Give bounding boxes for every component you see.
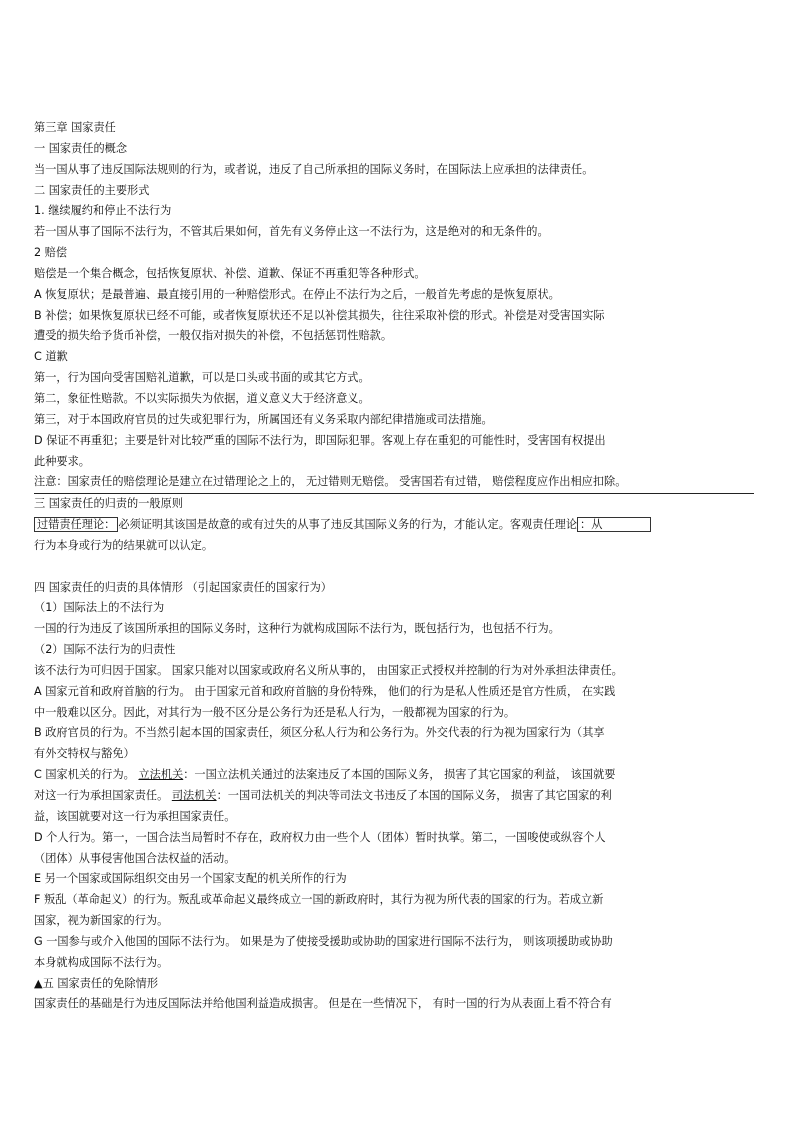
- paragraph: （团体）从事侵害他国合法权益的活动。: [34, 851, 236, 865]
- section-heading: 一 国家责任的概念: [34, 141, 128, 155]
- section-heading: ▲五 国家责任的免除情形: [34, 976, 159, 990]
- paragraph: B 补偿；如果恢复原状已经不可能，或者恢复原状还不足以补偿其损失，往往采取补偿的形式。补偿是对受害国实际: [34, 308, 605, 322]
- paragraph: 该不法行为可归因于国家。 国家只能对以国家或政府名义所从事的， 由国家正式授权并控制的行为对外承担法律责任。: [34, 663, 623, 677]
- paragraph: E 另一个国家或国际组织交由另一个国家支配的机关所作的行为: [34, 872, 347, 886]
- paragraph: B 政府官员的行为。不当然引起本国的国家责任，须区分私人行为和公务行为。外交代表的行为视为国家行为（其享: [34, 726, 605, 740]
- subheading: （1）国际法上的不法行为: [34, 601, 165, 615]
- section-heading: 二 国家责任的主要形式: [34, 183, 150, 197]
- paragraph: F 叛乱（革命起义）的行为。叛乱或革命起义最终成立一国的新政府时，其行为视为所代表的国家的行为。若成立新: [34, 893, 604, 907]
- text-run: ：一国立法机关通过的法案违反了本国的国际义务， 损害了其它国家的利益， 该国就要: [183, 768, 616, 782]
- paragraph: A 恢复原状；是最普遍、最直接引用的一种赔偿形式。在停止不法行为之后，一般首先考虑的是恢复原状。: [34, 287, 560, 301]
- text-run: ：一国司法机关的判决等司法文书违反了本国的国际义务， 损害了其它国家的利: [216, 789, 612, 802]
- paragraph: D 个人行为。第一，一国合法当局暂时不存在，政府权力由一些个人（团体）暂时执掌。第二，一国唆使或纵容个人: [34, 830, 606, 844]
- paragraph: 第三，对于本国政府官员的过失或犯罪行为，所属国还有义务采取内部纪律措施或司法措施。: [34, 412, 493, 426]
- paragraph: 国家责任的基础是行为违反国际法并给他国利益造成损害。 但是在一些情况下， 有时一国的行为从表面上看不符合有: [34, 997, 612, 1011]
- paragraph: A 国家元首和政府首脑的行为。 由于国家元首和政府首脑的身份特殊， 他们的行为是私人性质还是官方性质， 在实践: [34, 684, 616, 698]
- paragraph: 若一国从事了国际不法行为，不管其后果如何，首先有义务停止这一不法行为，这是绝对的和无条件的。: [34, 225, 549, 239]
- paragraph: G 一国参与或介入他国的国际不法行为。 如果是为了使接受援助或协助的国家进行国际不法行为， 则该项援助或协助: [34, 934, 613, 948]
- boxed-term-objective-liability: ：从: [577, 517, 651, 532]
- paragraph: 当一国从事了违反国际法规则的行为，或者说，违反了自己所承担的国际义务时，在国际法上应承担的法律责任。: [34, 162, 594, 176]
- subheading: 1. 继续履约和停止不法行为: [34, 204, 172, 218]
- underlined-term-legislature: 立法机关: [138, 768, 184, 782]
- boxed-term-fault-liability: 过错责任理论：: [34, 517, 118, 532]
- paragraph: 一国的行为违反了该国所承担的国际义务时，这种行为就构成国际不法行为，既包括行为，也包括不行为。: [34, 622, 560, 636]
- paragraph: 赔偿是一个集合概念，包括恢复原状、补偿、道歉、保证不再重犯等各种形式。: [34, 266, 426, 280]
- paragraph: 行为本身或行为的结果就可以认定。: [34, 538, 214, 552]
- chapter-title: 第三章 国家责任: [34, 121, 116, 134]
- paragraph: 本身就构成国际不法行为。: [34, 955, 169, 969]
- paragraph: 中一般难以区分。因此，对其行为一般不区分是公务行为还是私人行为，一般都视为国家的行为。: [34, 705, 516, 719]
- paragraph: 有外交特权与豁免）: [34, 747, 135, 761]
- paragraph: 益，该国就要对这一行为承担国家责任。: [34, 809, 236, 823]
- subheading: （2）国际不法行为的归责性: [34, 643, 176, 657]
- subheading: C 道歉: [34, 350, 68, 364]
- paragraph: D 保证不再重犯；主要是针对比较严重的国际不法行为，即国际犯罪。客观上存在重犯的可能性时，受害国有权提出: [34, 433, 606, 447]
- paragraph: 国家，视为新国家的行为。: [34, 914, 169, 928]
- paragraph: 第一，行为国向受害国赔礼道歉，可以是口头或书面的或其它方式。: [34, 371, 370, 385]
- paragraph: [34, 786, 754, 807]
- paragraph: 第二，象征性赔款。不以实际损失为依据，道义意义大于经济意义。: [34, 391, 370, 405]
- underlined-term-judiciary: 司法机关: [171, 789, 217, 802]
- note-line: 注意：国家责任的赔偿理论是建立在过错理论之上的， 无过错则无赔偿。 受害国若有过错， 赔偿程度应作出相应扣除。: [34, 472, 754, 494]
- subheading: 2 赔偿: [34, 246, 68, 260]
- document-page: [34, 118, 754, 1015]
- paragraph: 遭受的损失给予货币补偿，一般仅指对损失的补偿，不包括惩罚性赔款。: [34, 329, 393, 343]
- text-run: 必须证明其该国是故意的或有过失的从事了违反其国际义务的行为，才能认定。客观责任理论: [118, 518, 578, 532]
- paragraph: [34, 515, 754, 536]
- section-heading: 三 国家责任的归责的一般原则: [34, 497, 183, 511]
- paragraph: [34, 765, 754, 786]
- text-run: 对这一行为承担国家责任。: [34, 789, 172, 802]
- paragraph: 此种要求。: [34, 454, 90, 468]
- section-heading: 四 国家责任的归责的具体情形 （引起国家责任的国家行为）: [34, 580, 332, 594]
- text-run: C 国家机关的行为。: [34, 768, 139, 782]
- spacer: [34, 557, 754, 578]
